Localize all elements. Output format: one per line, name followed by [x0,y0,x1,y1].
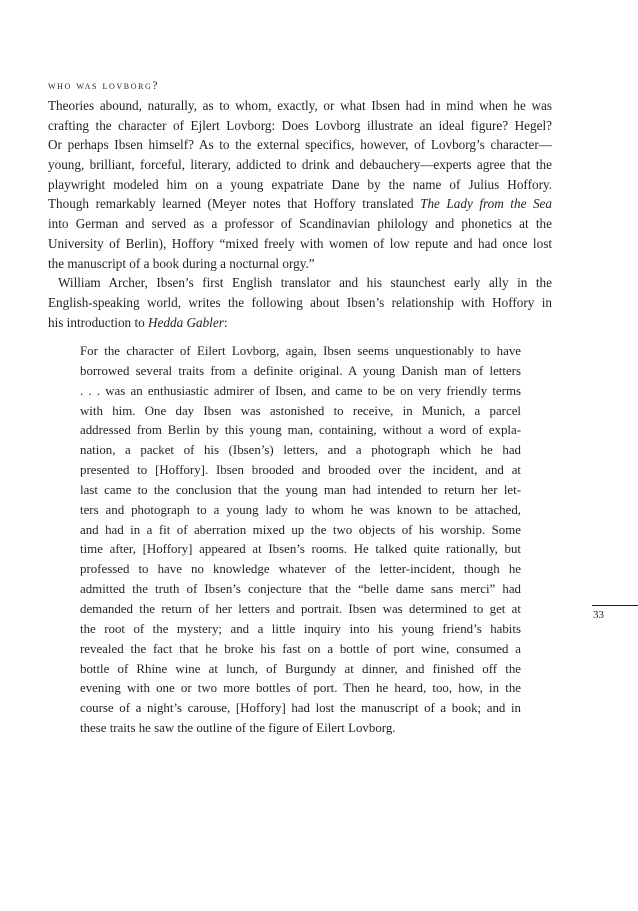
body-line: Theories abound, naturally, as to whom, exactly, or what Ibsen had in mind when he was [48,98,552,113]
quote-line: last came to the conclusion that the young man had intended to return her let- [80,482,521,497]
block-quote [80,342,521,739]
body-line: University of Berlin), Hoffory “mixed freely with women of low repute and had once lost [48,235,552,251]
body-text [48,96,552,332]
quote-line: ters and photograph to a young lady to whom he was known to be attached, [80,502,521,517]
quote-line: nation, a packet of his (Ibsen’s) letters, and a photograph which he had [80,443,521,458]
quote-line: demanded the return of her letters and portrait. Ibsen was determined to get at [80,601,521,616]
body-line [48,194,552,214]
body-line: into German and served as a professor of Scandinavian philology and phonetics at the [48,216,552,232]
italic-title: Hedda Gabler [148,314,224,330]
italic-title: The Lady from the Sea [420,196,552,212]
page-number: 33 [593,609,604,621]
quote-line: borrowed several traits from a definite original. A young Danish man of letters [80,363,521,378]
quote-line: the root of the mystery; and a little inquiry into his young friend’s habits [80,621,521,636]
body-line [48,313,552,333]
body-line: playwright modeled him on a young expatriate Dane by the name of Julius Hoffory. [48,176,552,192]
quote-line: professed to have no knowledge whatever of the letter-incident, though he [80,562,521,577]
body-line: English-speaking world, writes the following about Ibsen’s relationship with Hoffory in [48,294,552,310]
quote-line: these traits he saw the outline of the figure of Eilert Lovborg. [80,721,396,736]
body-line: crafting the character of Ejlert Lovborg: Does Lovborg illustrate an ideal figure? Hegel? [48,117,552,133]
body-line: the manuscript of a book during a nocturnal orgy.” [48,255,315,271]
quote-line: evening with one or two more bottles of port. Then he heard, too, how, in the [80,681,521,696]
quote-line: time after, [Hoffory] appeared at Ibsen’s rooms. He talked quite rationally, but [80,542,521,557]
folio-rule [592,605,638,606]
punctuation: : [223,314,228,330]
quote-line: admitted the truth of Ibsen’s conjecture that the “belle dame sans merci” had [80,582,521,597]
quote-line: presented to [Hoffory]. Ibsen brooded and brooded over the incident, and at [80,463,521,478]
section-heading: who was lovborg? [48,80,160,92]
body-line: Or perhaps Ibsen himself? As to the external specifics, however, of Lovborg’s character— [48,137,552,153]
body-line-text: Though remarkably learned (Meyer notes that Hoffory translated [48,196,421,212]
quote-line: addressed from Berlin by this young man, containing, without a word of expla- [80,423,521,438]
quote-line: For the character of Eilert Lovborg, again, Ibsen seems unquestionably to have [80,344,521,358]
body-line-text: his introduction to [48,314,149,330]
quote-line: revealed the fact that he broke his fast on a bottle of port wine, consumed a [80,641,521,656]
quote-line: bottle of Rhine wine at lunch, of Burgundy at dinner, and finished off the [80,661,521,676]
quote-line: and had in a fit of aberration mixed up the two objects of his worship. Some [80,522,521,537]
quote-line: . . . was an enthusiastic admirer of Ibsen, and came to be on very friendly terms [80,383,521,398]
body-line: William Archer, Ibsen’s first English translator and his staunchest early ally in the [58,275,552,291]
quote-line: with him. One day Ibsen was astonished to receive, in Munich, a parcel [80,403,521,418]
body-line: young, brilliant, forceful, literary, addicted to drink and debauchery—experts agree that the [48,157,552,173]
quote-line: course of a night’s carouse, [Hoffory] had lost the manuscript of a book; and in [80,701,521,716]
